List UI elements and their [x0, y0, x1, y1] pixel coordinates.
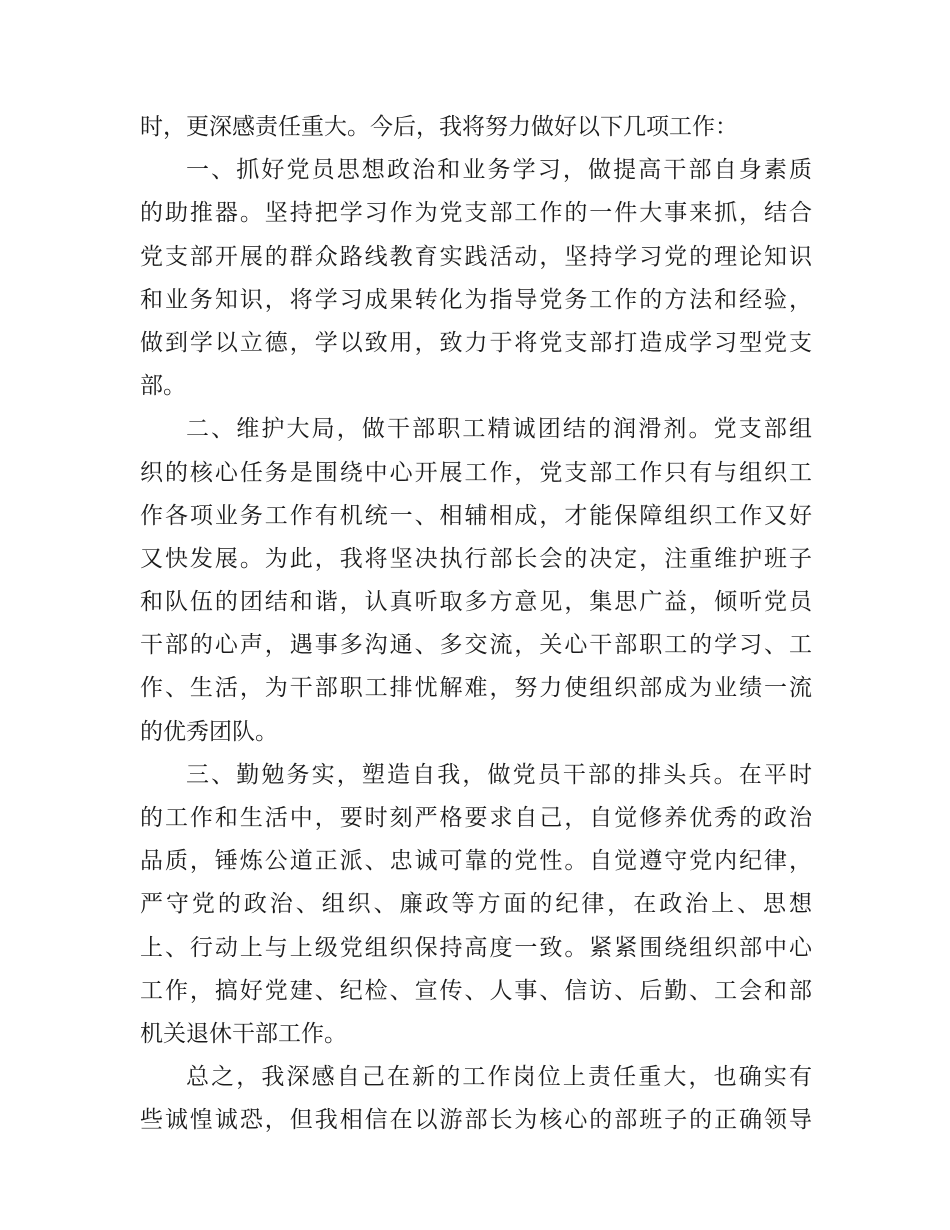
text-line: 做到学以立德，学以致用，致力于将党支部打造成学习型党支 — [140, 329, 812, 356]
text-line: 部。 — [140, 373, 186, 400]
text-line: 党支部开展的群众路线教育实践活动，坚持学习党的理论知识 — [140, 243, 812, 270]
text-line: 品质，锤炼公道正派、忠诚可靠的党性。自觉遵守党内纪律， — [140, 848, 812, 875]
text-line: 一、抓好党员思想政治和业务学习，做提高干部自身素质 — [186, 157, 812, 184]
text-line: 些诚惶诚恐，但我相信在以游部长为核心的部班子的正确领导 — [140, 1107, 812, 1134]
text-line: 二、维护大局，做干部职工精诚团结的润滑剂。党支部组 — [186, 416, 812, 443]
text-line: 又快发展。为此，我将坚决执行部长会的决定，注重维护班子 — [140, 545, 812, 572]
text-line: 三、勤勉务实，塑造自我，做党员干部的排头兵。在平时 — [186, 761, 812, 788]
text-line: 的工作和生活中，要时刻严格要求自己，自觉修养优秀的政治 — [140, 805, 812, 831]
text-line: 严守党的政治、组织、廉政等方面的纪律，在政治上、思想 — [140, 891, 812, 918]
text-line: 工作，搞好党建、纪检、宣传、人事、信访、后勤、工会和部 — [140, 977, 812, 1004]
text-line: 总之，我深感自己在新的工作岗位上责任重大，也确实有 — [186, 1064, 812, 1091]
text-line: 时，更深感责任重大。今后，我将努力做好以下几项工作： — [140, 114, 738, 140]
text-line: 的优秀团队。 — [140, 718, 278, 745]
text-line: 作各项业务工作有机统一、相辅相成，才能保障组织工作又好 — [140, 502, 812, 529]
text-line: 和业务知识，将学习成果转化为指导党务工作的方法和经验， — [140, 286, 812, 313]
text-line: 干部的心声，遇事多沟通、多交流，关心干部职工的学习、工 — [140, 632, 812, 659]
text-line: 机关退休干部工作。 — [140, 1020, 347, 1047]
text-line: 和队伍的团结和谐，认真听取多方意见，集思广益，倾听党员 — [140, 589, 812, 616]
document-body — [140, 106, 812, 1143]
text-line: 的助推器。坚持把学习作为党支部工作的一件大事来抓，结合 — [140, 200, 812, 227]
text-line: 作、生活，为干部职工排忧解难，努力使组织部成为业绩一流 — [140, 675, 812, 702]
text-line: 织的核心任务是围绕中心开展工作，党支部工作只有与组织工 — [140, 459, 812, 486]
text-line: 上、行动上与上级党组织保持高度一致。紧紧围绕组织部中心 — [140, 934, 812, 961]
